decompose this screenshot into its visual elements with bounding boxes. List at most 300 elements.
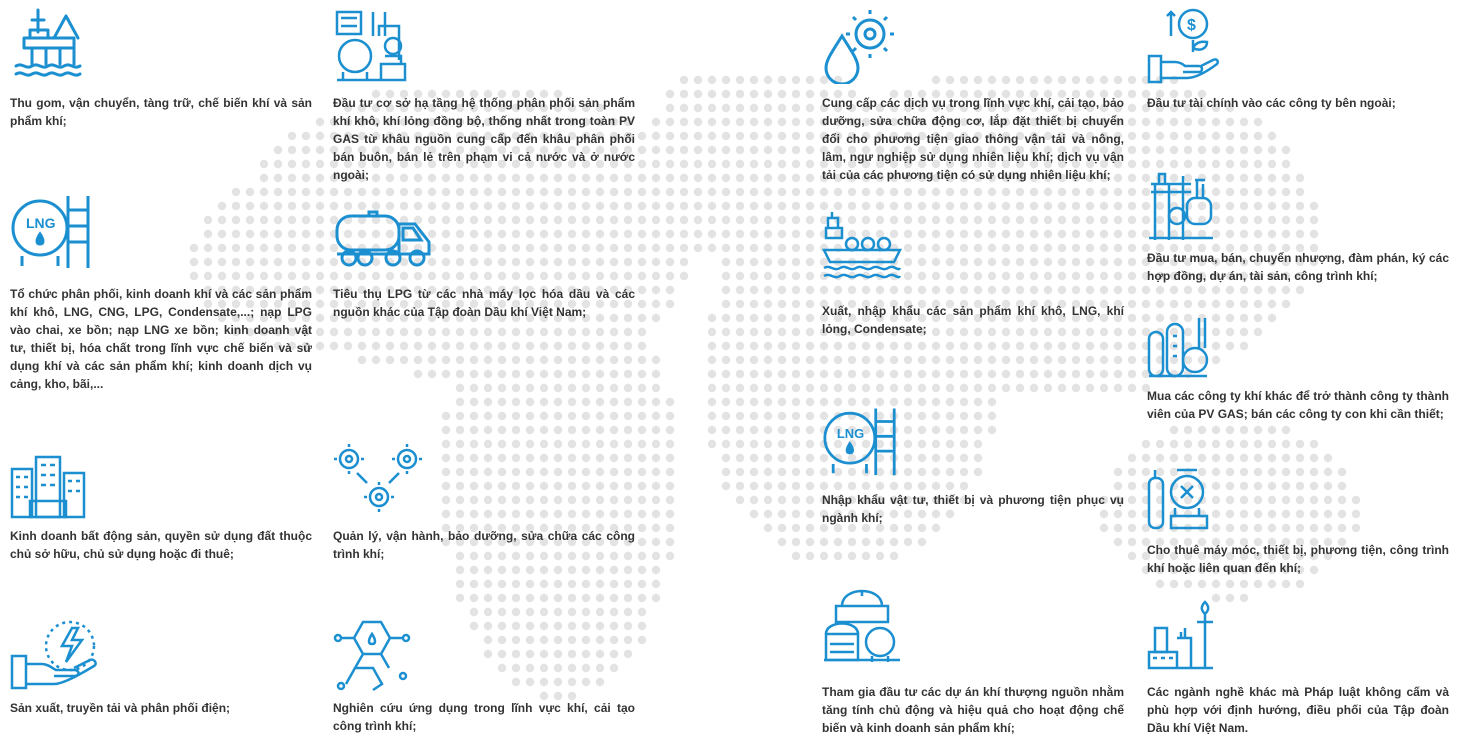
map-dot xyxy=(666,188,674,196)
map-dot xyxy=(652,188,660,196)
map-dot xyxy=(442,202,450,210)
map-dot xyxy=(1128,118,1136,126)
map-dot xyxy=(722,482,730,490)
map-dot xyxy=(274,272,282,280)
map-dot xyxy=(512,510,520,518)
map-dot xyxy=(988,230,996,238)
map-dot xyxy=(904,426,912,434)
map-dot xyxy=(764,328,772,336)
map-dot xyxy=(1058,202,1066,210)
map-dot xyxy=(722,328,730,336)
map-dot xyxy=(694,118,702,126)
map-dot xyxy=(1114,342,1122,350)
map-dot xyxy=(484,342,492,350)
map-dot xyxy=(1058,384,1066,392)
map-dot xyxy=(862,370,870,378)
map-dot xyxy=(722,146,730,154)
map-dot xyxy=(582,244,590,252)
map-dot xyxy=(568,608,576,616)
map-dot xyxy=(1226,524,1234,532)
map-dot xyxy=(1086,356,1094,364)
map-dot xyxy=(484,468,492,476)
map-dot xyxy=(582,202,590,210)
map-dot xyxy=(428,188,436,196)
map-dot xyxy=(652,440,660,448)
map-dot xyxy=(610,272,618,280)
tanker-truck-icon xyxy=(333,210,433,270)
map-dot xyxy=(568,370,576,378)
map-dot xyxy=(736,230,744,238)
map-dot xyxy=(1114,370,1122,378)
map-dot xyxy=(456,356,464,364)
map-dot xyxy=(232,202,240,210)
map-dot xyxy=(764,272,772,280)
map-dot xyxy=(652,496,660,504)
map-dot xyxy=(624,440,632,448)
map-dot xyxy=(540,510,548,518)
map-dot xyxy=(568,594,576,602)
svg-text:LNG: LNG xyxy=(836,426,865,442)
map-dot xyxy=(680,202,688,210)
map-dot xyxy=(316,132,324,140)
map-dot xyxy=(1100,356,1108,364)
map-dot xyxy=(526,244,534,252)
map-dot xyxy=(638,454,646,462)
map-dot xyxy=(792,426,800,434)
map-dot xyxy=(750,440,758,448)
map-dot xyxy=(1128,272,1136,280)
map-dot xyxy=(750,244,758,252)
map-dot xyxy=(638,258,646,266)
map-dot xyxy=(1170,426,1178,434)
map-dot xyxy=(806,328,814,336)
map-dot xyxy=(918,412,926,420)
map-dot xyxy=(806,244,814,252)
map-dot xyxy=(708,412,716,420)
map-dot xyxy=(1128,90,1136,98)
map-dot xyxy=(498,328,506,336)
map-dot xyxy=(1002,370,1010,378)
map-dot xyxy=(876,384,884,392)
map-dot xyxy=(330,272,338,280)
map-dot xyxy=(722,132,730,140)
map-dot xyxy=(792,552,800,560)
map-dot xyxy=(1156,286,1164,294)
map-dot xyxy=(442,342,450,350)
map-dot xyxy=(1058,258,1066,266)
map-dot xyxy=(778,440,786,448)
map-dot xyxy=(680,230,688,238)
map-dot xyxy=(806,524,814,532)
map-dot xyxy=(288,272,296,280)
map-dot xyxy=(596,566,604,574)
map-dot xyxy=(484,482,492,490)
map-dot xyxy=(1310,482,1318,490)
map-dot xyxy=(288,244,296,252)
map-dot xyxy=(484,608,492,616)
map-dot xyxy=(792,300,800,308)
map-dot xyxy=(316,160,324,168)
map-dot xyxy=(1016,258,1024,266)
map-dot xyxy=(1030,272,1038,280)
map-dot xyxy=(596,664,604,672)
map-dot xyxy=(512,244,520,252)
map-dot xyxy=(1058,356,1066,364)
map-dot xyxy=(722,398,730,406)
map-dot xyxy=(638,272,646,280)
map-dot xyxy=(694,104,702,112)
map-dot xyxy=(638,286,646,294)
map-dot xyxy=(442,258,450,266)
map-dot xyxy=(1296,230,1304,238)
map-dot xyxy=(1156,454,1164,462)
map-dot xyxy=(316,146,324,154)
map-dot xyxy=(470,328,478,336)
map-dot xyxy=(946,426,954,434)
map-dot xyxy=(1226,440,1234,448)
map-dot xyxy=(806,538,814,546)
map-dot xyxy=(834,538,842,546)
map-dot xyxy=(778,384,786,392)
map-dot xyxy=(470,566,478,574)
map-dot xyxy=(988,272,996,280)
map-dot xyxy=(372,188,380,196)
map-dot xyxy=(890,202,898,210)
map-dot xyxy=(946,370,954,378)
map-dot xyxy=(526,370,534,378)
map-dot xyxy=(498,216,506,224)
map-dot xyxy=(1310,202,1318,210)
map-dot xyxy=(778,328,786,336)
map-dot xyxy=(1114,468,1122,476)
map-dot xyxy=(330,202,338,210)
map-dot xyxy=(428,370,436,378)
map-dot xyxy=(848,538,856,546)
power-hand-icon xyxy=(10,618,102,690)
map-dot xyxy=(1212,426,1220,434)
map-dot xyxy=(1170,132,1178,140)
molecule-icon xyxy=(333,618,411,692)
map-dot xyxy=(316,244,324,252)
map-dot xyxy=(1002,272,1010,280)
map-dot xyxy=(918,426,926,434)
item-text: Quản lý, vận hành, bảo dưỡng, sửa chữa các công trình khí; xyxy=(333,529,635,561)
map-dot xyxy=(764,398,772,406)
map-dot xyxy=(764,412,772,420)
map-dot xyxy=(470,496,478,504)
map-dot xyxy=(890,552,898,560)
map-dot xyxy=(1212,146,1220,154)
map-dot xyxy=(512,384,520,392)
map-dot xyxy=(316,328,324,336)
map-dot xyxy=(764,160,772,168)
map-dot xyxy=(750,174,758,182)
map-dot xyxy=(582,496,590,504)
map-dot xyxy=(820,482,828,490)
map-dot xyxy=(1212,132,1220,140)
map-dot xyxy=(666,272,674,280)
map-dot xyxy=(666,552,674,560)
map-dot xyxy=(456,510,464,518)
map-dot xyxy=(1254,132,1262,140)
map-dot xyxy=(1212,356,1220,364)
map-dot xyxy=(1198,300,1206,308)
map-dot xyxy=(484,384,492,392)
map-dot xyxy=(1016,286,1024,294)
map-dot xyxy=(1072,216,1080,224)
item-text: Đầu tư tài chính vào các công ty bên ngoài; xyxy=(1147,96,1396,110)
map-dot xyxy=(624,608,632,616)
map-dot xyxy=(540,426,548,434)
map-dot xyxy=(414,370,422,378)
map-dot xyxy=(1254,524,1262,532)
map-dot xyxy=(736,286,744,294)
map-dot xyxy=(666,440,674,448)
map-dot xyxy=(932,202,940,210)
map-dot xyxy=(1002,286,1010,294)
map-dot xyxy=(610,608,618,616)
map-dot xyxy=(204,230,212,238)
map-dot xyxy=(400,342,408,350)
map-dot xyxy=(1296,482,1304,490)
map-dot xyxy=(708,174,716,182)
map-dot xyxy=(666,160,674,168)
map-dot xyxy=(358,188,366,196)
map-dot xyxy=(778,426,786,434)
map-dot xyxy=(1114,202,1122,210)
map-dot xyxy=(666,398,674,406)
map-dot xyxy=(666,146,674,154)
map-dot xyxy=(554,328,562,336)
map-dot xyxy=(498,482,506,490)
map-dot xyxy=(218,272,226,280)
map-dot xyxy=(652,510,660,518)
map-dot xyxy=(792,146,800,154)
map-dot xyxy=(736,440,744,448)
gas-plant-icon xyxy=(333,8,409,84)
map-dot xyxy=(722,90,730,98)
map-dot xyxy=(834,202,842,210)
map-dot xyxy=(624,594,632,602)
map-dot xyxy=(890,538,898,546)
map-dot xyxy=(988,258,996,266)
map-dot xyxy=(260,188,268,196)
map-dot xyxy=(1324,510,1332,518)
map-dot xyxy=(988,188,996,196)
map-dot xyxy=(498,440,506,448)
map-dot xyxy=(288,258,296,266)
map-dot xyxy=(1268,216,1276,224)
map-dot xyxy=(1002,342,1010,350)
map-dot xyxy=(540,454,548,462)
map-dot xyxy=(526,636,534,644)
map-dot xyxy=(470,440,478,448)
map-dot xyxy=(666,118,674,126)
map-dot xyxy=(638,342,646,350)
map-dot xyxy=(652,118,660,126)
map-dot xyxy=(806,510,814,518)
map-dot xyxy=(260,244,268,252)
map-dot xyxy=(1296,174,1304,182)
map-dot xyxy=(708,188,716,196)
map-dot xyxy=(568,342,576,350)
map-dot xyxy=(1226,146,1234,154)
map-dot xyxy=(596,272,604,280)
map-dot xyxy=(512,622,520,630)
map-dot xyxy=(596,580,604,588)
map-dot xyxy=(834,384,842,392)
map-dot xyxy=(652,314,660,322)
map-dot xyxy=(974,412,982,420)
map-dot xyxy=(330,188,338,196)
map-dot xyxy=(1338,510,1346,518)
map-dot xyxy=(806,146,814,154)
map-dot xyxy=(932,398,940,406)
map-dot xyxy=(806,552,814,560)
map-dot xyxy=(722,258,730,266)
map-dot xyxy=(764,216,772,224)
map-dot xyxy=(1128,146,1136,154)
map-dot xyxy=(526,468,534,476)
map-dot xyxy=(414,328,422,336)
map-dot xyxy=(1240,468,1248,476)
map-dot xyxy=(1212,328,1220,336)
map-dot xyxy=(1044,76,1052,84)
map-dot xyxy=(1156,160,1164,168)
map-dot xyxy=(1282,440,1290,448)
map-dot xyxy=(596,188,604,196)
map-dot xyxy=(708,76,716,84)
map-dot xyxy=(806,160,814,168)
map-dot xyxy=(1198,286,1206,294)
map-dot xyxy=(638,552,646,560)
map-dot xyxy=(1030,356,1038,364)
map-dot xyxy=(750,258,758,266)
map-dot xyxy=(484,328,492,336)
map-dot xyxy=(960,384,968,392)
map-dot xyxy=(638,370,646,378)
map-dot xyxy=(1254,216,1262,224)
map-dot xyxy=(694,160,702,168)
map-dot xyxy=(302,174,310,182)
map-dot xyxy=(1254,300,1262,308)
map-dot xyxy=(624,636,632,644)
map-dot xyxy=(736,258,744,266)
map-dot xyxy=(260,202,268,210)
map-dot xyxy=(1128,160,1136,168)
map-dot xyxy=(568,496,576,504)
map-dot xyxy=(918,370,926,378)
map-dot xyxy=(652,230,660,238)
map-dot xyxy=(764,300,772,308)
map-dot xyxy=(246,272,254,280)
map-dot xyxy=(498,426,506,434)
map-dot xyxy=(1268,202,1276,210)
map-dot xyxy=(624,566,632,574)
map-dot xyxy=(792,272,800,280)
map-dot xyxy=(806,216,814,224)
map-dot xyxy=(526,594,534,602)
map-dot xyxy=(1030,342,1038,350)
map-dot xyxy=(260,216,268,224)
map-dot xyxy=(638,132,646,140)
map-dot xyxy=(470,272,478,280)
map-dot xyxy=(946,454,954,462)
map-dot xyxy=(1184,454,1192,462)
map-dot xyxy=(1100,370,1108,378)
map-dot xyxy=(218,244,226,252)
map-dot xyxy=(624,398,632,406)
factory-icon xyxy=(1147,170,1215,240)
map-dot xyxy=(988,202,996,210)
map-dot xyxy=(820,370,828,378)
map-dot xyxy=(456,328,464,336)
map-dot xyxy=(1268,524,1276,532)
map-dot xyxy=(736,174,744,182)
map-dot xyxy=(540,468,548,476)
map-dot xyxy=(414,356,422,364)
map-dot xyxy=(680,244,688,252)
map-dot xyxy=(526,188,534,196)
map-dot xyxy=(932,258,940,266)
map-dot xyxy=(750,286,758,294)
map-dot xyxy=(288,230,296,238)
map-dot xyxy=(792,496,800,504)
map-dot xyxy=(582,580,590,588)
map-dot xyxy=(750,398,758,406)
map-dot xyxy=(806,76,814,84)
map-dot xyxy=(1114,286,1122,294)
map-dot xyxy=(1268,510,1276,518)
map-dot xyxy=(1100,216,1108,224)
map-dot xyxy=(890,342,898,350)
map-dot xyxy=(582,398,590,406)
map-dot xyxy=(1016,370,1024,378)
map-dot xyxy=(1240,580,1248,588)
map-dot xyxy=(470,216,478,224)
equipment-icon xyxy=(1147,468,1211,534)
map-dot xyxy=(596,510,604,518)
map-dot xyxy=(904,286,912,294)
map-dot xyxy=(1170,160,1178,168)
map-dot xyxy=(890,286,898,294)
map-dot xyxy=(386,188,394,196)
map-dot xyxy=(484,398,492,406)
map-dot xyxy=(554,664,562,672)
map-dot xyxy=(764,314,772,322)
map-dot xyxy=(1254,314,1262,322)
map-dot xyxy=(1184,160,1192,168)
map-dot xyxy=(400,272,408,280)
map-dot xyxy=(442,440,450,448)
map-dot xyxy=(792,174,800,182)
map-dot xyxy=(484,244,492,252)
map-dot xyxy=(750,482,758,490)
map-dot xyxy=(1240,132,1248,140)
map-dot xyxy=(1226,510,1234,518)
map-dot xyxy=(624,468,632,476)
map-dot xyxy=(708,104,716,112)
map-dot xyxy=(1044,216,1052,224)
map-dot xyxy=(498,636,506,644)
map-dot xyxy=(918,440,926,448)
map-dot xyxy=(498,580,506,588)
map-dot xyxy=(680,216,688,224)
map-dot xyxy=(274,188,282,196)
map-dot xyxy=(904,272,912,280)
map-dot xyxy=(806,230,814,238)
map-dot xyxy=(778,482,786,490)
